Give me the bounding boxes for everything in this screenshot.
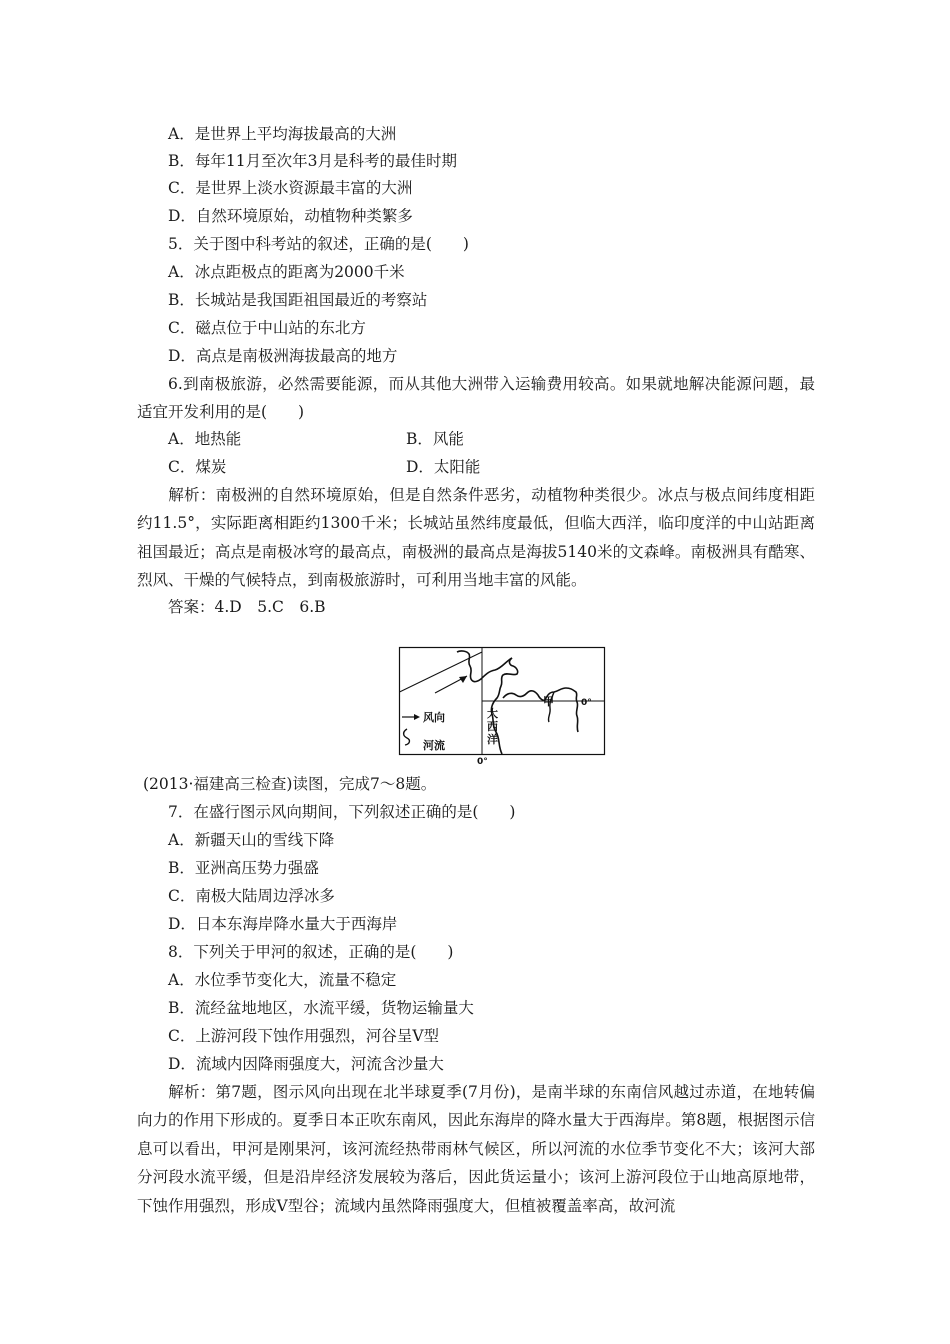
q5-option-a: A．冰点距极点的距离为2000千米	[168, 263, 405, 281]
analysis-paragraph-2: 解析：第7题，图示风向出现在北半球夏季(7月份)，是南半球的东南信风越过赤道，在地转偏向力的作用下形成的。夏季日本正吹东南风，因此东海岸的降水量大于西海岸。第8题，根据图示信息可以看出，甲河是刚果河，该河流经热带雨林气候区，所以河流的水位季节变化不大；该河大部分河段水流平缓，但是沿岸经济发展较为落后，因此货运量小；该河上游河段位于山地高原地带，下蚀作用强烈，形成V型谷；流域内虽然降雨强度大，但植被覆盖率高，故河流	[137, 1083, 815, 1215]
q6-option-d: D．太阳能	[406, 458, 481, 476]
q6-option-a: A．地热能	[168, 430, 242, 448]
source-line: (2013·福建高三检查)读图，完成7～8题。	[143, 775, 437, 793]
atlantic-label-1: 大	[487, 707, 498, 720]
q4-option-b: B．每年11月至次年3月是科考的最佳时期	[168, 152, 457, 170]
legend-wind-arrowhead	[414, 714, 420, 720]
q6-stem: 6.到南极旅游，必然需要能源，而从其他大洲带入运输费用较高。如果就地解决能源问题，最适宜开发利用的是( )	[137, 375, 815, 422]
q8-option-c: C．上游河段下蚀作用强烈，河谷呈V型	[168, 1027, 440, 1045]
atlantic-label-3: 洋	[487, 733, 498, 746]
q7-option-b: B．亚洲高压势力强盛	[168, 859, 319, 877]
q8-option-a: A．水位季节变化大，流量不稳定	[168, 971, 397, 989]
q8-option-b: B．流经盆地地区，水流平缓，货物运输量大	[168, 999, 474, 1017]
q4-option-d: D．自然环境原始，动植物种类繁多	[168, 207, 413, 225]
q5-option-d: D．高点是南极洲海拔最高的地方	[168, 347, 398, 365]
legend-river-icon	[404, 729, 410, 745]
answer-line: 答案：4.D 5.C 6.B	[168, 598, 326, 616]
q5-option-c: C．磁点位于中山站的东北方	[168, 319, 366, 337]
q8-stem: 8．下列关于甲河的叙述，正确的是( )	[168, 943, 454, 961]
legend-wind-label: 风向	[423, 711, 445, 724]
wind-river-map	[399, 646, 605, 767]
analysis-paragraph-1: 解析：南极洲的自然环境原始，但是自然条件恶劣，动植物种类很少。冰点与极点间纬度相距约11.5°，实际距离相距约1300千米；长城站虽然纬度最低，但临大西洋，临印度洋的中山站距离祖国最近；高点是南极冰穹的最高点，南极洲的最高点是海拔5140米的文森峰。南极洲具有酷寒、烈风、干燥的气候特点，到南极旅游时，可利用当地丰富的风能。	[137, 486, 815, 590]
q7-option-d: D．日本东海岸降水量大于西海岸	[168, 915, 398, 933]
q4-option-a: A．是世界上平均海拔最高的大洲	[168, 125, 397, 143]
q7-option-a: A．新疆天山的雪线下降	[168, 831, 335, 849]
q7-stem: 7．在盛行图示风向期间，下列叙述正确的是( )	[168, 803, 516, 821]
q5-option-b: B．长城站是我国距祖国最近的考察站	[168, 291, 428, 309]
q4-option-c: C．是世界上淡水资源最丰富的大洲	[168, 179, 413, 197]
legend-river-label: 河流	[423, 739, 445, 752]
map-svg	[399, 646, 605, 767]
q5-stem: 5．关于图中科考站的叙述，正确的是( )	[168, 235, 469, 253]
q8-option-d: D．流域内因降雨强度大，河流含沙量大	[168, 1055, 444, 1073]
q6-option-c: C．煤炭	[168, 458, 227, 476]
jia-river	[503, 688, 578, 732]
q7-option-c: C．南极大陆周边浮冰多	[168, 887, 335, 905]
q6-option-b: B．风能	[406, 430, 464, 448]
equator-label: 0°	[581, 698, 592, 708]
atlantic-label-2: 西	[487, 720, 498, 733]
jia-label: 甲	[543, 695, 554, 708]
meridian-label: 0°	[477, 757, 488, 767]
